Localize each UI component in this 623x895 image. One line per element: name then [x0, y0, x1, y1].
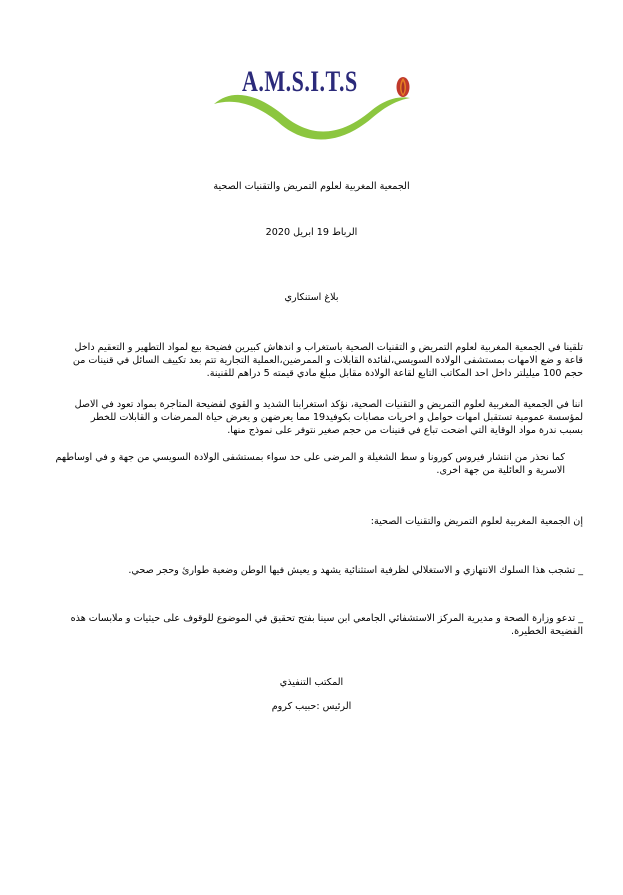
- paragraph-line: كما نحذر من انتشار فيروس كورونا و سط الشغيلة و المرضى على حد سواء بمستشفى الولادة السويسي من جهة و في اوساطهم: [55, 452, 565, 463]
- paragraph-line: اننا في الجمعية المغربية لعلوم التمريض و التقنيات الصحية، نؤكد استغرابنا الشديد و القوي لفضيحة المتاجرة بمواد تعود في الاصل: [74, 399, 583, 410]
- paragraph-line: تلقينا في الجمعية المغربية لعلوم التمريض و التقنيات الصحية باستغراب و اندهاش كبيرين فضيحة بيع لمواد التطهير و التعقيم داخل: [74, 342, 583, 353]
- paragraph-3: [5, 451, 565, 477]
- signature-office: المكتب التنفيذي: [279, 677, 344, 688]
- point-line: الفضيحة الخطيرة.: [511, 626, 583, 637]
- signature-president: الرئيس :حبيب كروم: [271, 701, 352, 712]
- statement-intro: إن الجمعية المغربية لعلوم التمريض والتقنيات الصحية:: [370, 516, 583, 527]
- point-1: [23, 564, 583, 577]
- paragraph-1: [23, 341, 583, 380]
- point-line: _ تدعو وزارة الصحة و مديرية المركز الاستشفائي الجامعي ابن سينا بفتح تحقيق في الموضوع للوقوف على حيثيات و ملابسات هذه: [70, 613, 583, 624]
- point-2: [23, 612, 583, 638]
- flower-bud-icon: [395, 74, 411, 98]
- paragraph-line: بسبب ندرة مواد الوقاية التي اضحت تباع في قنينات من حجم صغير نتوفر على نموذج منها.: [227, 425, 583, 436]
- place-date: الرباط 19 ابريل 2020: [265, 227, 358, 238]
- document-title: بلاغ استنكاري: [284, 292, 339, 303]
- amsits-logo: [212, 52, 412, 147]
- paragraph-line: لمؤسسة عمومية تستقبل امهات حوامل و اخريات مصابات بكوفيد19 مما يعرضهن و يعرض حياة الممرضات و القابلات للخطر: [90, 412, 583, 423]
- point-line: _ تشجب هذا السلوك الانتهازي و الاستغلالي لظرفية استثنائية يشهد و يعيش فيها الوطن وضعية طوارئ وحجر صحي.: [128, 565, 583, 576]
- logo-text: A.M.S.I.T.S: [242, 64, 358, 98]
- paragraph-line: حجم 100 ميليلتر داخل احد المكاتب التابع لقاعة الولادة مقابل مبلغ مادي قيمته 5 دراهم للقنينة.: [206, 368, 583, 379]
- paragraph-2: [23, 398, 583, 437]
- organization-name: الجمعية المغربية لعلوم التمريض والتقنيات الصحية: [213, 181, 410, 192]
- paragraph-line: الاسرية و العائلية من جهة اخرى.: [436, 465, 565, 476]
- paragraph-line: قاعة و ضع الامهات بمستشفى الولادة السويسي،لفائدة القابلات و الممرضين،العملية التجارية تتم بعد تكييف السائل في قنينات من: [72, 355, 583, 366]
